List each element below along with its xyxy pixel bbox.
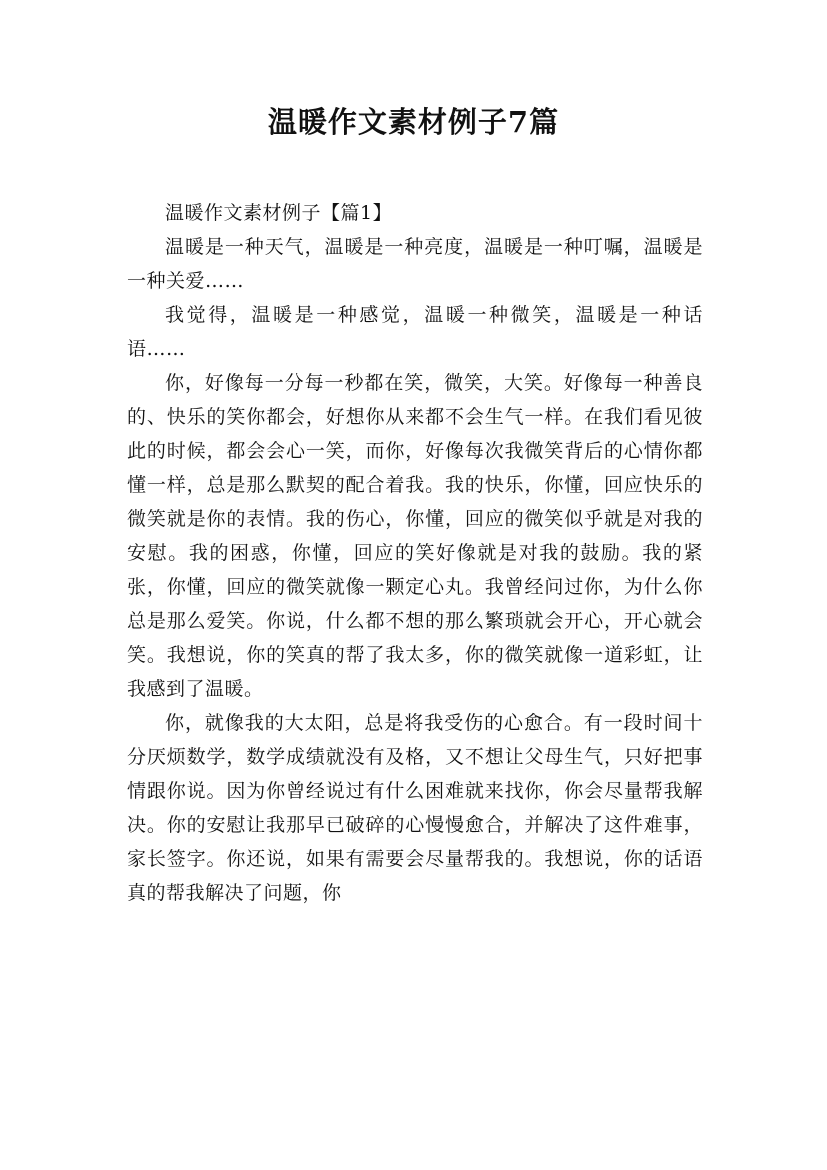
paragraph: 你，好像每一分每一秒都在笑，微笑，大笑。好像每一种善良的、快乐的笑你都会，好想你从来都不会生气一样。在我们看见彼此的时候，都会会心一笑，而你，好像每次我微笑背后的心情你都懂一样，总是那么默契的配合着我。我的快乐，你懂，回应快乐的微笑就是你的表情。我的伤心，你懂，回应的微笑似乎就是对我的安慰。我的困惑，你懂，回应的笑好像就是对我的鼓励。我的紧张，你懂，回应的微笑就像一颗定心丸。我曾经问过你，为什么你总是那么爱笑。你说，什么都不想的那么繁琐就会开心，开心就会笑。我想说，你的笑真的帮了我太多，你的微笑就像一道彩虹，让我感到了温暖。 (127, 372, 703, 700)
document-title: 温暖作文素材例子7篇 (267, 105, 560, 139)
document-body (127, 196, 703, 910)
paragraph: 我觉得，温暖是一种感觉，温暖一种微笑，温暖是一种话语…… (127, 304, 703, 360)
paragraph: 温暖是一种天气，温暖是一种亮度，温暖是一种叮嘱，温暖是一种关爱…… (127, 236, 703, 292)
section-heading: 温暖作文素材例子【篇1】 (165, 202, 393, 224)
paragraph: 你，就像我的大太阳，总是将我受伤的心愈合。有一段时间十分厌烦数学，数学成绩就没有及格，又不想让父母生气，只好把事情跟你说。因为你曾经说过有什么困难就来找你，你会尽量帮我解决。你的安慰让我那早已破碎的心慢慢愈合，并解决了这件难事，家长签字。你还说，如果有需要会尽量帮我的。我想说，你的话语真的帮我解决了问题，你 (127, 712, 703, 904)
